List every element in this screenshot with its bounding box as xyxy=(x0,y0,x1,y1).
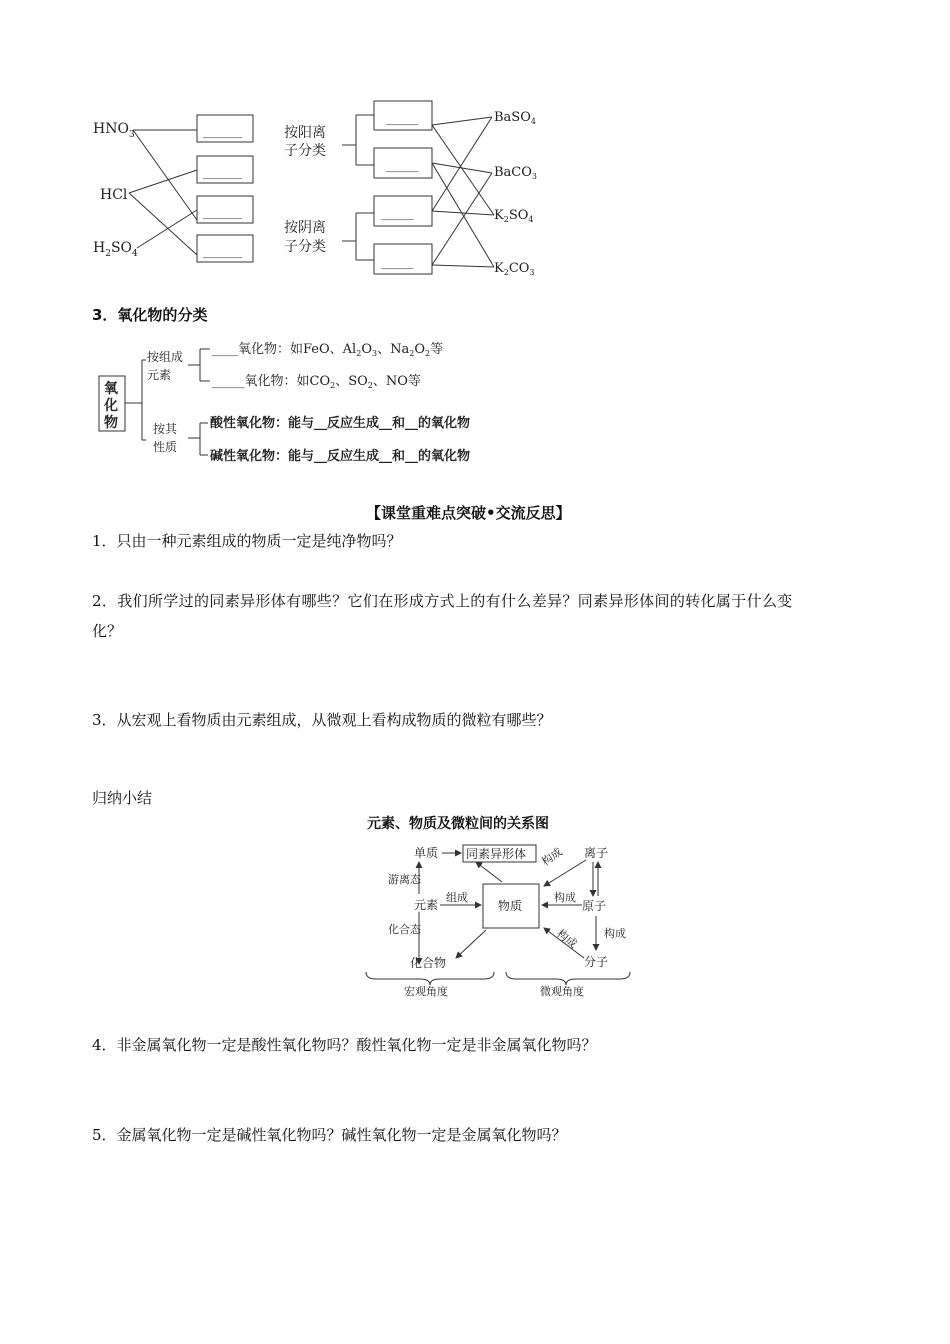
acid-item-h2so4: $H_2SO_4$ xyxy=(93,240,138,259)
question-3: 3．从宏观上看物质由元素组成，从微观上看构成物质的微粒有哪些？ xyxy=(92,711,552,729)
salt-item-k2so4: $K_2SO_4$ xyxy=(494,208,534,224)
macro-label: 宏观角度 xyxy=(404,985,448,998)
element-label: 元素 xyxy=(414,898,439,912)
salt-classification-diagram xyxy=(280,95,550,280)
atom-label: 原子 xyxy=(582,899,607,913)
question-2-line-1: 2．我们所学过的同素异形体有哪些？它们在形成方式上的有什么差异？同素异形体间的转化属于什么变 xyxy=(92,592,793,610)
oxide-classification-diagram xyxy=(96,335,516,470)
oxide-heading: 3．氧化物的分类 xyxy=(92,306,208,324)
section-title: 【课堂重难点突破•交流反思】 xyxy=(366,504,571,522)
acid-box-blank: ______ xyxy=(203,124,242,139)
question-2-line-2: 化？ xyxy=(92,622,123,640)
salt-item-baco3: BaCO$_3$ xyxy=(494,165,538,181)
acid-box-blank: ______ xyxy=(203,205,242,220)
salt-box-blank: _____ xyxy=(386,158,419,173)
construct-label: 构成 xyxy=(554,891,576,904)
by-property-label: 性质 xyxy=(153,440,178,454)
by-property-label: 按其 xyxy=(153,422,178,436)
molecule-label: 分子 xyxy=(584,955,609,969)
question-4: 4．非金属氧化物一定是酸性氧化物吗？酸性氧化物一定是非金属氧化物吗？ xyxy=(92,1036,597,1054)
salt-box-blank: _____ xyxy=(381,255,414,270)
salt-item-k2co3: $K_2CO_3$ xyxy=(494,261,535,277)
simple-substance-label: 单质 xyxy=(414,846,439,860)
combined-state-label: 化合态 xyxy=(388,923,421,936)
question-1: 1．只由一种元素组成的物质一定是纯净物吗？ xyxy=(92,532,402,550)
compose-label: 组成 xyxy=(446,891,468,904)
construct-label: 构成 xyxy=(554,927,580,951)
salt-box-blank: _____ xyxy=(386,111,419,126)
construct-label: 构成 xyxy=(539,845,565,869)
substance-label: 物质 xyxy=(498,899,523,913)
relation-diagram xyxy=(360,838,640,1003)
oxide-line-basic: 碱性氧化物：能与__反应生成__和__的氧化物 xyxy=(210,449,471,464)
acid-box-blank: ______ xyxy=(203,244,242,259)
salt-box-blank: _____ xyxy=(381,206,414,221)
oxide-root-char: 氧 xyxy=(104,381,118,397)
anion-label-1: 按阴离 xyxy=(284,220,326,236)
cation-label-2: 子分类 xyxy=(284,143,326,159)
allotrope-label: 同素异形体 xyxy=(466,847,527,861)
oxide-line-by-element-2: _____氧化物：如$CO_2$、$SO_2$、NO等 xyxy=(212,374,421,390)
micro-label: 微观角度 xyxy=(540,985,584,998)
ion-label: 离子 xyxy=(584,846,609,860)
compound-label: 化合物 xyxy=(410,956,447,970)
acid-item-hcl: HCl xyxy=(100,187,128,203)
summary-label: 归纳小结 xyxy=(92,789,153,807)
acid-box-blank: ______ xyxy=(203,165,242,180)
salt-item-baso4: BaSO$_4$ xyxy=(494,110,536,126)
construct-label: 构成 xyxy=(604,927,626,940)
oxide-line-acidic: 酸性氧化物：能与__反应生成__和__的氧化物 xyxy=(210,416,471,431)
relation-diagram-title: 元素、物质及微粒间的关系图 xyxy=(367,816,549,832)
by-element-label: 元素 xyxy=(147,368,172,382)
oxide-root-char: 物 xyxy=(104,415,118,431)
acid-item-hno3: $HNO_3$ xyxy=(93,121,135,140)
cation-label-1: 按阳离 xyxy=(284,125,326,141)
acid-classification-diagram xyxy=(85,95,270,275)
anion-label-2: 子分类 xyxy=(284,239,326,255)
oxide-line-by-element-1: ____氧化物：如FeO、$Al_2O_3$、$Na_2O_2$等 xyxy=(212,342,444,358)
oxide-root-char: 化 xyxy=(104,398,118,414)
by-element-label: 按组成 xyxy=(147,350,184,364)
question-5: 5．金属氧化物一定是碱性氧化物吗？碱性氧化物一定是金属氧化物吗？ xyxy=(92,1126,567,1144)
free-state-label: 游离态 xyxy=(388,873,421,886)
